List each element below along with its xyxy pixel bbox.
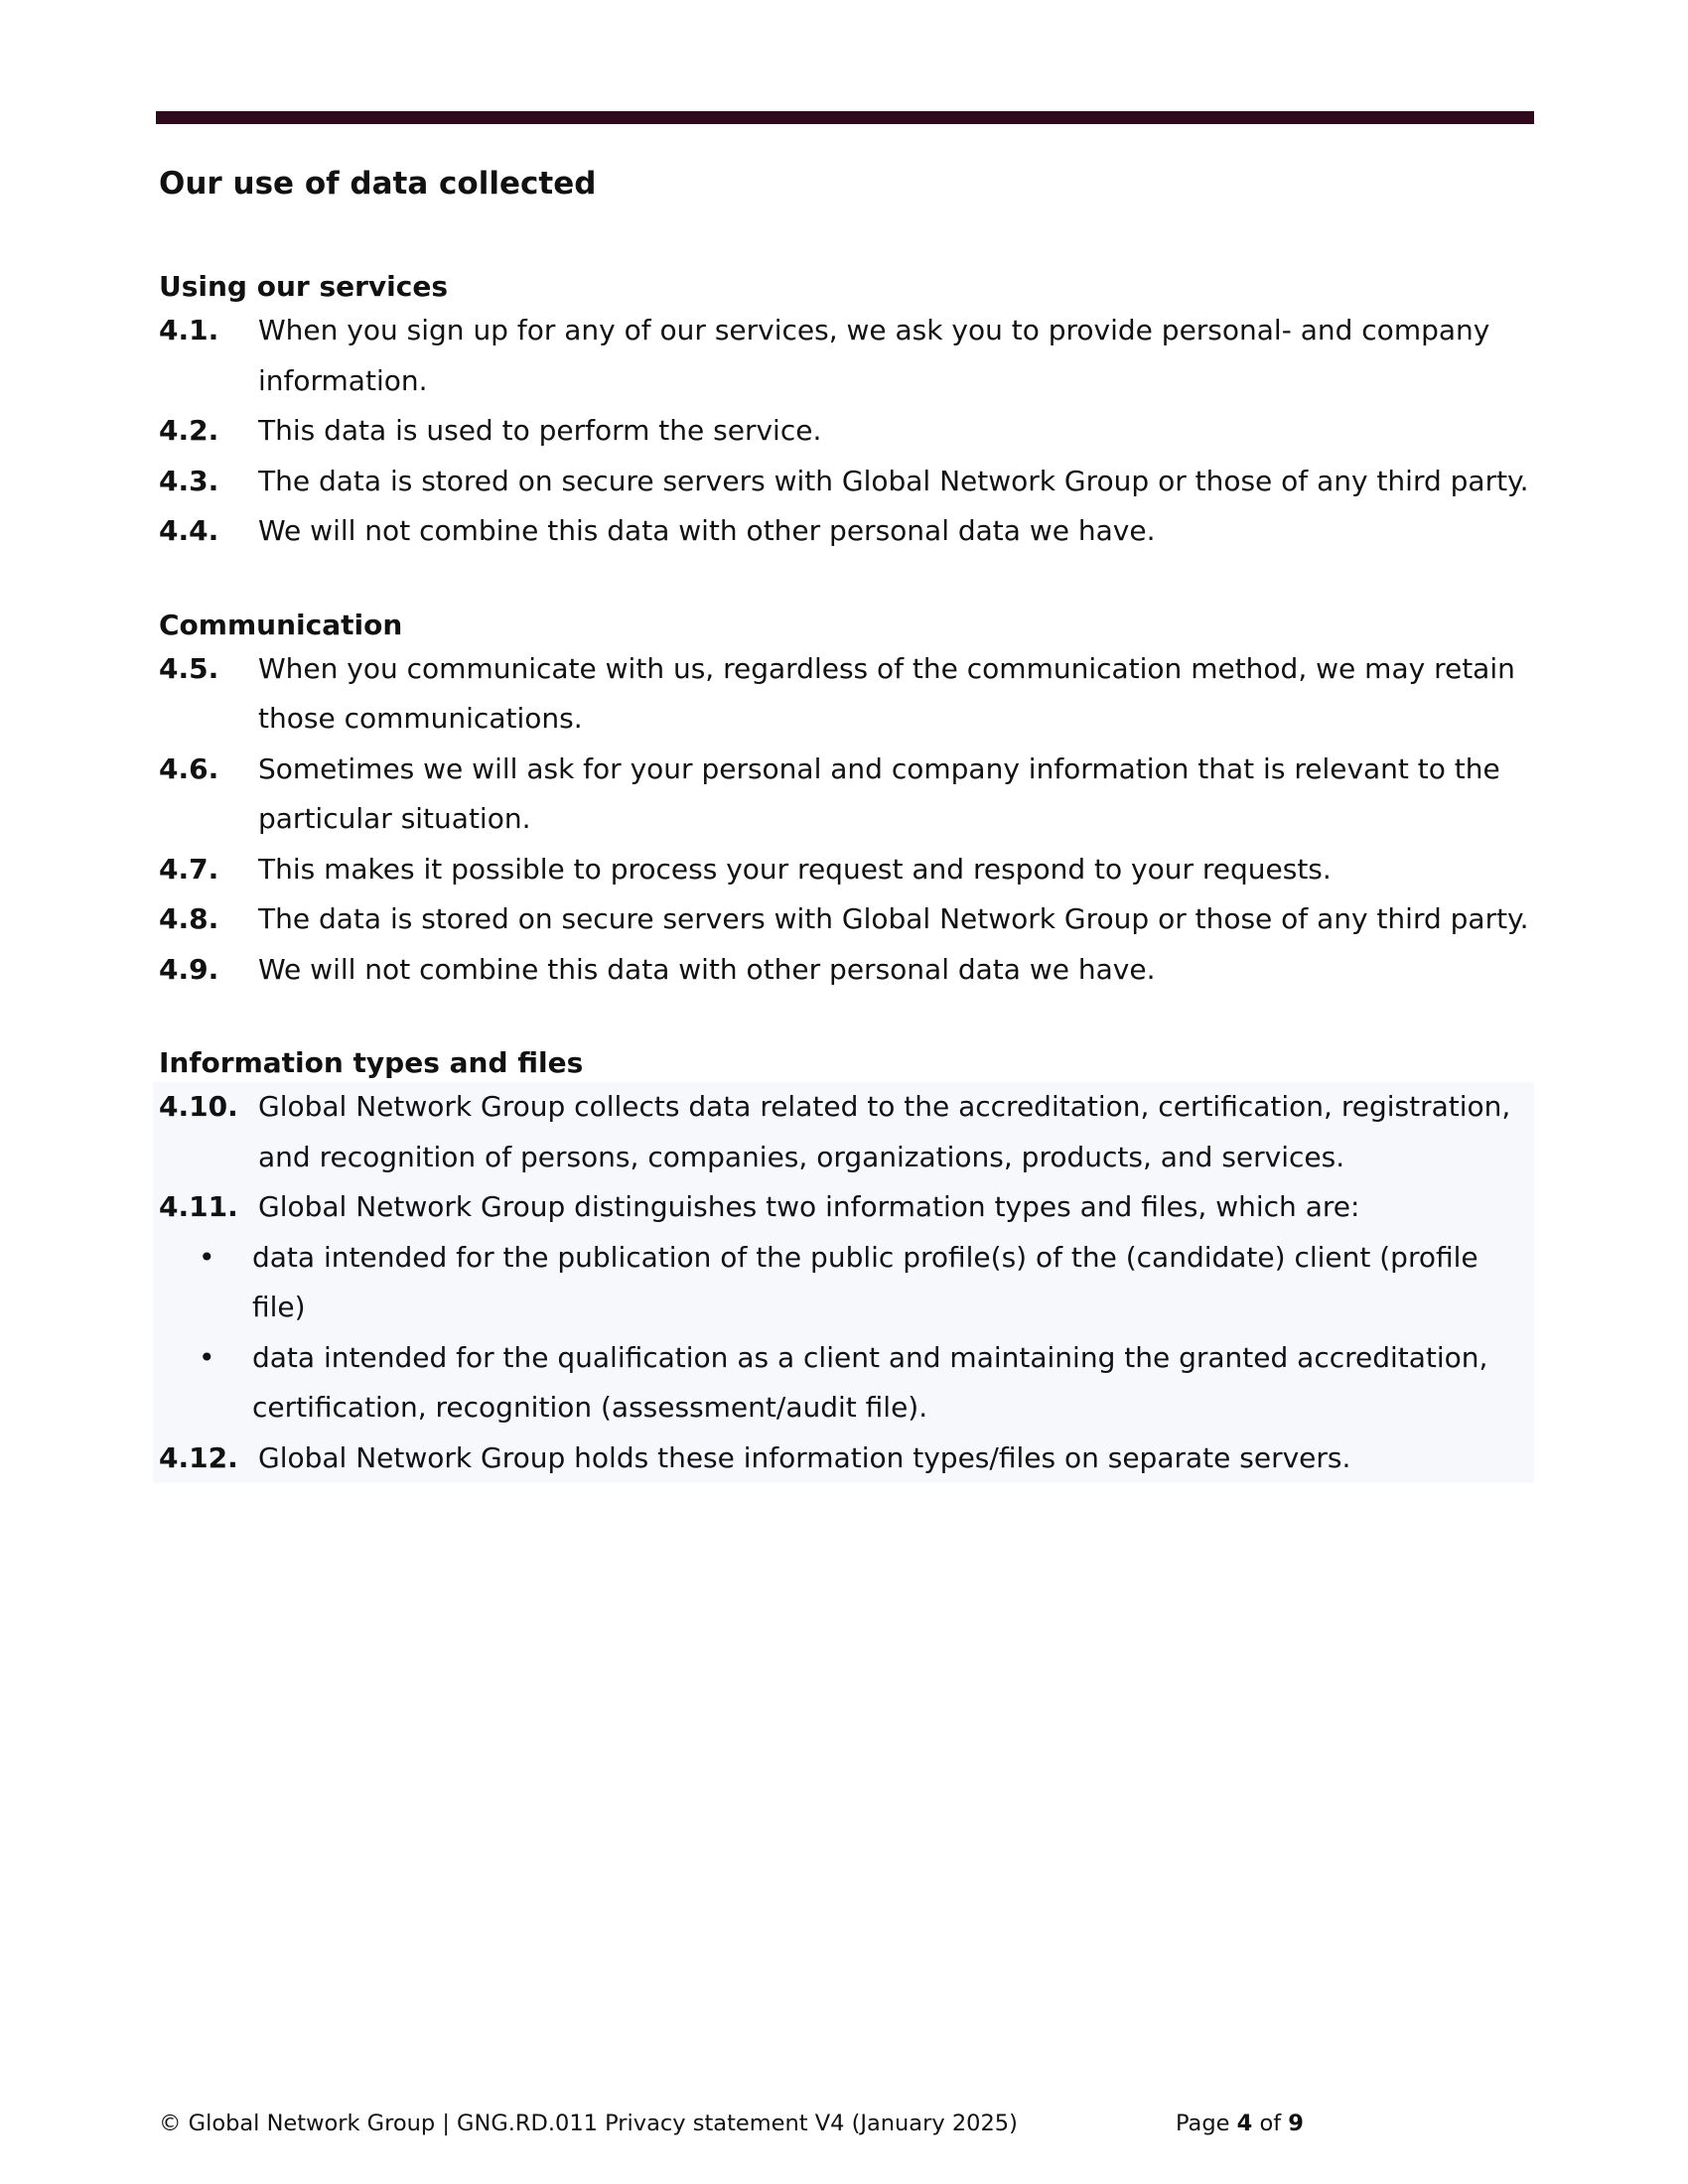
page-total: 9 (1288, 2111, 1304, 2136)
item-number: 4.5. (159, 651, 219, 685)
document-body (159, 159, 1534, 1483)
list-using-services (159, 306, 1534, 557)
page-current: 4 (1236, 2111, 1253, 2136)
item-text: The data is stored on secure servers with Global Network Group or those of any third party. (258, 464, 1529, 497)
list-item (159, 845, 1534, 895)
list-item (153, 1433, 1534, 1484)
section-title-using-services: Using our services (159, 270, 449, 303)
bullet-item (199, 1333, 1534, 1433)
list-communication (159, 644, 1534, 996)
item-number: 4.4. (159, 514, 219, 547)
section-title-communication: Communication (159, 608, 403, 641)
list-item (153, 1082, 1534, 1182)
item-text: When you sign up for any of our services, we ask you to provide personal- and company information. (258, 314, 1490, 397)
list-item (159, 306, 1534, 406)
list-item (159, 406, 1534, 457)
item-text: When you communicate with us, regardless of the communication method, we may retain those communications. (258, 651, 1515, 735)
item-number: 4.1. (159, 314, 219, 346)
item-number: 4.11. (159, 1190, 238, 1223)
item-number: 4.10. (159, 1090, 238, 1123)
page-footer (159, 2109, 1304, 2138)
item-text: Sometimes we will ask for your personal and company information that is relevant to the particular situation. (258, 751, 1500, 835)
top-rule (156, 111, 1534, 124)
item-text: Global Network Group collects data related to the accreditation, certification, registration, and recognition of persons, companies, organizations, products, and services. (258, 1090, 1511, 1173)
bullet-item (199, 1233, 1534, 1333)
item-number: 4.3. (159, 464, 219, 497)
list-information-types (159, 1082, 1534, 1233)
item-number: 4.7. (159, 852, 219, 886)
page-of: of (1259, 2111, 1282, 2136)
item-number: 4.9. (159, 952, 219, 986)
bullet-list (153, 1233, 1534, 1433)
list-item (153, 1182, 1534, 1233)
list-item (159, 745, 1534, 845)
item-text: Global Network Group distinguishes two information types and files, which are: (258, 1190, 1360, 1223)
bullet-text: data intended for the publication of the public profile(s) of the (candidate) client (profile file) (252, 1240, 1478, 1323)
page-label: Page (1176, 2111, 1230, 2136)
item-number: 4.2. (159, 414, 219, 447)
section-title-information-types: Information types and files (159, 1046, 584, 1079)
item-text: Global Network Group holds these information types/files on separate servers. (258, 1440, 1351, 1474)
page-indicator (1176, 2109, 1304, 2138)
item-text: This makes it possible to process your request and respond to your requests. (258, 852, 1332, 886)
item-text: We will not combine this data with other personal data we have. (258, 514, 1156, 547)
item-number: 4.8. (159, 902, 219, 935)
list-information-types-continued (159, 1433, 1534, 1484)
footer-copyright: © Global Network Group | GNG.RD.011 Privacy statement V4 (January 2025) (159, 2111, 1018, 2136)
bullet-text: data intended for the qualification as a client and maintaining the granted accreditation, certification, recognition (assessment/audit file). (252, 1340, 1488, 1424)
list-item (159, 894, 1534, 945)
item-text: This data is used to perform the service. (258, 414, 822, 447)
item-number: 4.6. (159, 751, 219, 785)
list-item (159, 457, 1534, 507)
list-item (159, 506, 1534, 557)
item-number: 4.12. (159, 1440, 238, 1474)
item-text: The data is stored on secure servers with Global Network Group or those of any third party. (258, 902, 1529, 935)
list-item (159, 945, 1534, 996)
bullet-icon: • (199, 1340, 215, 1374)
item-text: We will not combine this data with other personal data we have. (258, 952, 1156, 986)
list-item (159, 644, 1534, 745)
page-heading: Our use of data collected (159, 166, 597, 202)
bullet-icon: • (199, 1240, 215, 1274)
